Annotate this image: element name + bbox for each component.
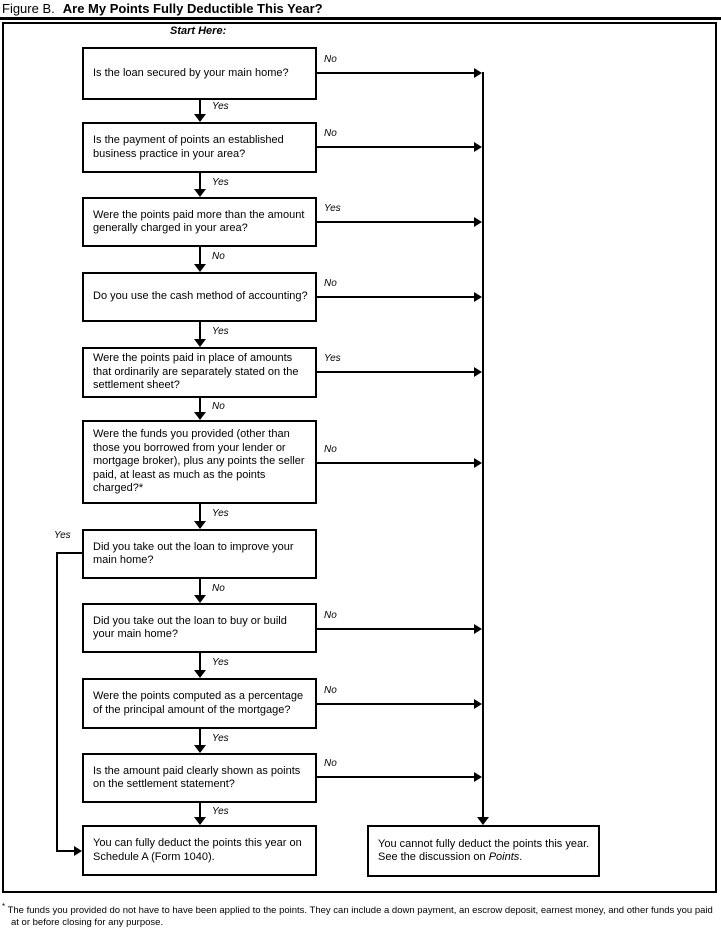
connector-line xyxy=(199,247,201,265)
arrow-down-icon xyxy=(194,745,206,753)
arrow-label-no: No xyxy=(212,401,225,412)
connector-line xyxy=(317,296,474,298)
arrow-right-icon xyxy=(474,217,482,227)
connector-line xyxy=(57,552,82,554)
connector-line xyxy=(199,504,201,522)
arrow-label-no: No xyxy=(324,128,337,139)
decision-box-amount-shown xyxy=(82,753,317,803)
connector-line xyxy=(56,552,58,852)
arrow-label-yes: Yes xyxy=(212,326,229,337)
arrow-down-icon xyxy=(194,189,206,197)
decision-box-text: Is the payment of points an established business practice in your area? xyxy=(93,134,284,160)
arrow-right-icon xyxy=(474,367,482,377)
decision-box-text: Were the points computed as a percentage of the principal amount of the mortgage? xyxy=(93,690,304,716)
arrow-label-yes: Yes xyxy=(324,203,341,214)
arrow-label-no: No xyxy=(324,444,337,455)
arrow-label-yes: Yes xyxy=(212,508,229,519)
title-rule xyxy=(0,17,721,20)
result-box-fully-deductible xyxy=(82,825,317,876)
decision-box-text: Did you take out the loan to buy or build your main home? xyxy=(93,614,287,640)
decision-box-points-in-place-of-amounts xyxy=(82,347,317,398)
arrow-down-icon xyxy=(194,264,206,272)
decision-box-loan-improve-home xyxy=(82,529,317,579)
arrow-right-icon xyxy=(474,624,482,634)
arrow-label-no: No xyxy=(324,610,337,621)
arrow-right-icon xyxy=(474,292,482,302)
connector-line xyxy=(199,322,201,340)
start-here-label: Start Here: xyxy=(170,25,227,37)
decision-box-points-more-than-charged xyxy=(82,197,317,247)
arrow-label-no: No xyxy=(324,758,337,769)
arrow-label-yes: Yes xyxy=(212,101,229,112)
arrow-down-icon xyxy=(194,114,206,122)
connector-line xyxy=(317,371,474,373)
figure-title xyxy=(2,1,323,16)
connector-line xyxy=(317,462,474,464)
arrow-down-icon xyxy=(477,817,489,825)
decision-box-text: Did you take out the loan to improve your main home? xyxy=(93,540,294,566)
arrow-label-yes: Yes xyxy=(212,733,229,744)
decision-box-text: Were the funds you provided (other than those you borrowed from your lender or mortgage broker), plus any points the seller paid, at least as much as the points charged?* xyxy=(93,428,305,495)
connector-line xyxy=(199,803,201,818)
connector-line xyxy=(199,653,201,671)
figure-title-prefix: Figure B. xyxy=(2,1,55,16)
footnote-text: The funds you provided do not have to have been applied to the points. They can include a down payment, an escrow deposit, earnest money, and other funds you paid at or before closing for any purpose. xyxy=(7,905,713,928)
connector-line xyxy=(317,703,474,705)
arrow-down-icon xyxy=(194,817,206,825)
arrow-label-yes: Yes xyxy=(212,657,229,668)
decision-box-loan-secured xyxy=(82,47,317,100)
decision-box-established-practice xyxy=(82,122,317,173)
connector-line xyxy=(317,146,474,148)
connector-line xyxy=(317,72,474,74)
arrow-down-icon xyxy=(194,339,206,347)
points-emphasis: Points xyxy=(488,851,520,863)
arrow-label-yes: Yes xyxy=(212,177,229,188)
connector-line xyxy=(199,100,201,115)
arrow-right-icon xyxy=(74,846,82,856)
connector-line xyxy=(199,398,201,413)
arrow-label-no: No xyxy=(324,685,337,696)
collector-line xyxy=(482,72,484,817)
decision-box-loan-buy-build xyxy=(82,603,317,653)
arrow-label-yes: Yes xyxy=(212,806,229,817)
footnote xyxy=(2,901,721,928)
arrow-label-yes: Yes xyxy=(54,530,71,541)
arrow-right-icon xyxy=(474,142,482,152)
figure-title-main: Are My Points Fully Deductible This Year? xyxy=(62,1,323,16)
result-box-not-fully-deductible xyxy=(367,825,600,877)
arrow-down-icon xyxy=(194,670,206,678)
arrow-down-icon xyxy=(194,521,206,529)
decision-box-points-percentage xyxy=(82,678,317,729)
decision-box-funds-provided xyxy=(82,420,317,504)
result-box-text: You cannot fully deduct the points this year. See the discussion on Points. xyxy=(378,837,590,863)
arrow-label-yes: Yes xyxy=(324,353,341,364)
arrow-label-no: No xyxy=(212,583,225,594)
footnote-marker: * xyxy=(2,902,6,911)
connector-line xyxy=(199,173,201,190)
connector-line xyxy=(317,628,474,630)
arrow-label-no: No xyxy=(324,278,337,289)
decision-box-text: Is the loan secured by your main home? xyxy=(93,66,289,79)
connector-line xyxy=(56,850,74,852)
arrow-down-icon xyxy=(194,412,206,420)
connector-line xyxy=(199,729,201,746)
decision-box-text: Do you use the cash method of accounting? xyxy=(93,290,308,303)
arrow-right-icon xyxy=(474,772,482,782)
arrow-down-icon xyxy=(194,595,206,603)
arrow-right-icon xyxy=(474,699,482,709)
decision-box-text: Were the points paid in place of amounts that ordinarily are separately stated on the settlement sheet? xyxy=(93,352,299,392)
decision-box-text: Were the points paid more than the amount generally charged in your area? xyxy=(93,208,305,234)
arrow-label-no: No xyxy=(324,54,337,65)
connector-line xyxy=(317,221,474,223)
connector-line xyxy=(317,776,474,778)
arrow-right-icon xyxy=(474,68,482,78)
result-box-text: You can fully deduct the points this year on Schedule A (Form 1040). xyxy=(93,837,302,863)
decision-box-cash-method xyxy=(82,272,317,322)
arrow-right-icon xyxy=(474,458,482,468)
arrow-label-no: No xyxy=(212,251,225,262)
connector-line xyxy=(199,579,201,596)
decision-box-text: Is the amount paid clearly shown as points on the settlement statement? xyxy=(93,764,301,790)
